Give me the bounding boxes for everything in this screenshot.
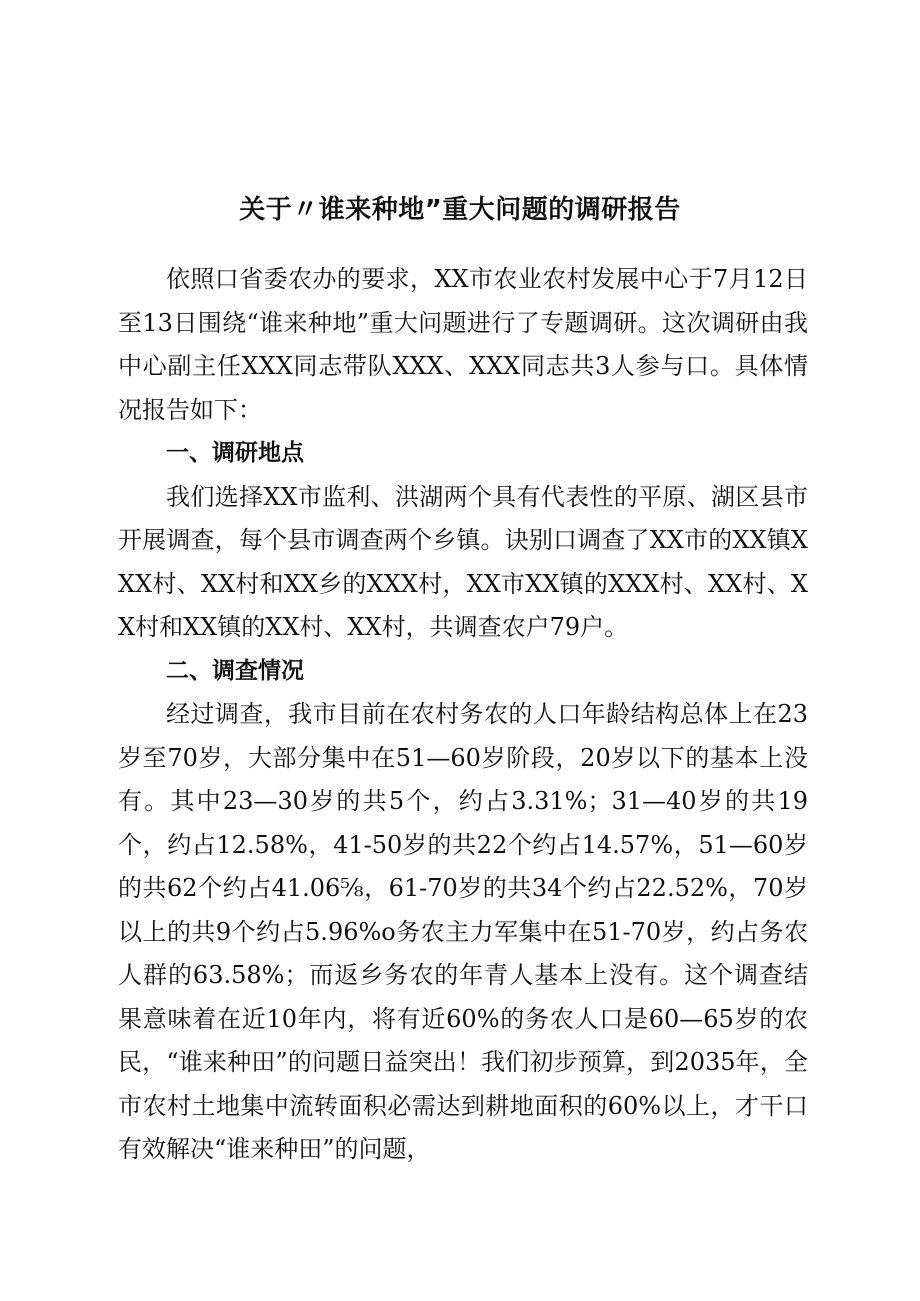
document-title: 关于〃谁来种地”重大问题的调研报告 (239, 195, 681, 225)
research-location-paragraph: 我们选择XX市监利、洪湖两个具有代表性的平原、湖区县市开展调查，每个县市调查两个乡镇。诀别口调查了XX市的XX镇XXX村、XX村和XX乡的XXX村，XX市XX镇的XXX村、XX村、XX村和XX镇的XX村、XX村，共调查农户79户。 (118, 482, 808, 641)
document-body (118, 258, 808, 1172)
section-heading-survey-results: 二、调查情况 (166, 657, 304, 684)
intro-paragraph: 依照口省委农办的要求，XX市农业农村发展中心于7月12日至13日围绕“谁来种地”重大问题进行了专题调研。这次调研由我中心副主任XXX同志带队XXX、XXX同志共3人参与口。具体情况报告如下： (118, 265, 808, 424)
section-heading-research-location: 一、调研地点 (166, 440, 304, 466)
survey-results-paragraph: 经过调查，我市目前在农村务农的人口年龄结构总体上在23岁至70岁，大部分集中在51—60岁阶段，20岁以下的基本上没有。其中23—30岁的共5个，约占3.31%；31—40岁的共19个，约占12.58%，41-50岁的共22个约占14.57%，51—60岁的共62个约占41.06⅝，61-70岁的共34个约占22.52%，70岁以上的共9个约占5.96%o务农主力军集中在51-70岁，约占务农人群的63.58%；而返乡务农的年青人基本上没有。这个调查结果意味着在近10年内，将有近60%的务农人口是60—65岁的农民，“谁来种田”的问题日益突出！我们初步预算，到2035年，全市农村土地集中流转面积必需达到耕地面积的60%以上，才干口有效解决“谁来种田”的问题， (118, 700, 808, 1163)
